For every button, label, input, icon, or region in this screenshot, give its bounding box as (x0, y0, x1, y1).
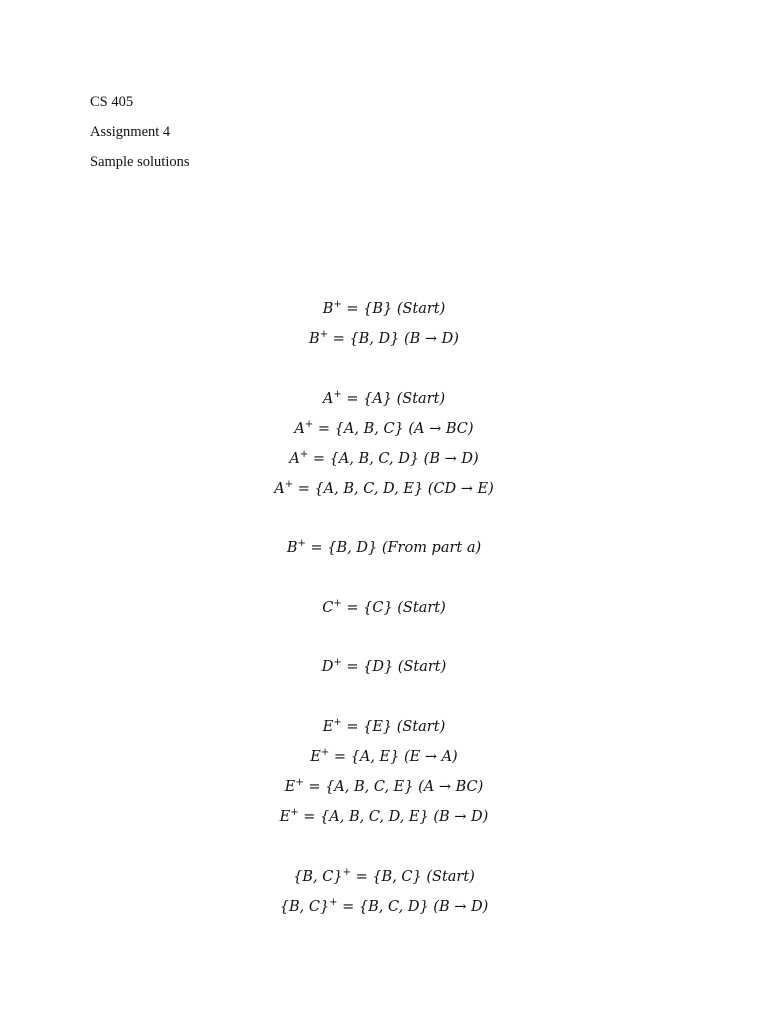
closure-line: {B, C}+ = {B, C, D} (B → D) (279, 897, 489, 915)
closure-line: A+ = {A, B, C, D} (B → D) (289, 449, 479, 467)
document-subtitle: Sample solutions (90, 154, 190, 170)
closure-line: A+ = {A, B, C, D, E} (CD → E) (274, 479, 494, 497)
closure-line: B+ = {B, D} (B → D) (309, 329, 459, 347)
closure-line: A+ = {A, B, C} (A → BC) (294, 419, 474, 437)
closure-line: C+ = {C} (Start) (322, 598, 446, 616)
closure-line: A+ = {A} (Start) (322, 389, 446, 407)
closure-line: E+ = {A, B, C, E} (A → BC) (284, 777, 484, 795)
course-code: CS 405 (90, 94, 134, 110)
closure-line: B+ = {B, D} (From part a) (286, 538, 482, 556)
closure-line: E+ = {A, B, C, D, E} (B → D) (279, 807, 489, 825)
closure-line: D+ = {D} (Start) (321, 657, 447, 675)
closure-line: E+ = {A, E} (E → A) (310, 747, 458, 765)
closure-line: B+ = {B} (Start) (322, 299, 446, 317)
document-header (90, 92, 190, 182)
assignment-title: Assignment 4 (90, 124, 171, 140)
closure-line: {B, C}+ = {B, C} (Start) (293, 867, 475, 885)
closure-line: E+ = {E} (Start) (322, 717, 446, 735)
